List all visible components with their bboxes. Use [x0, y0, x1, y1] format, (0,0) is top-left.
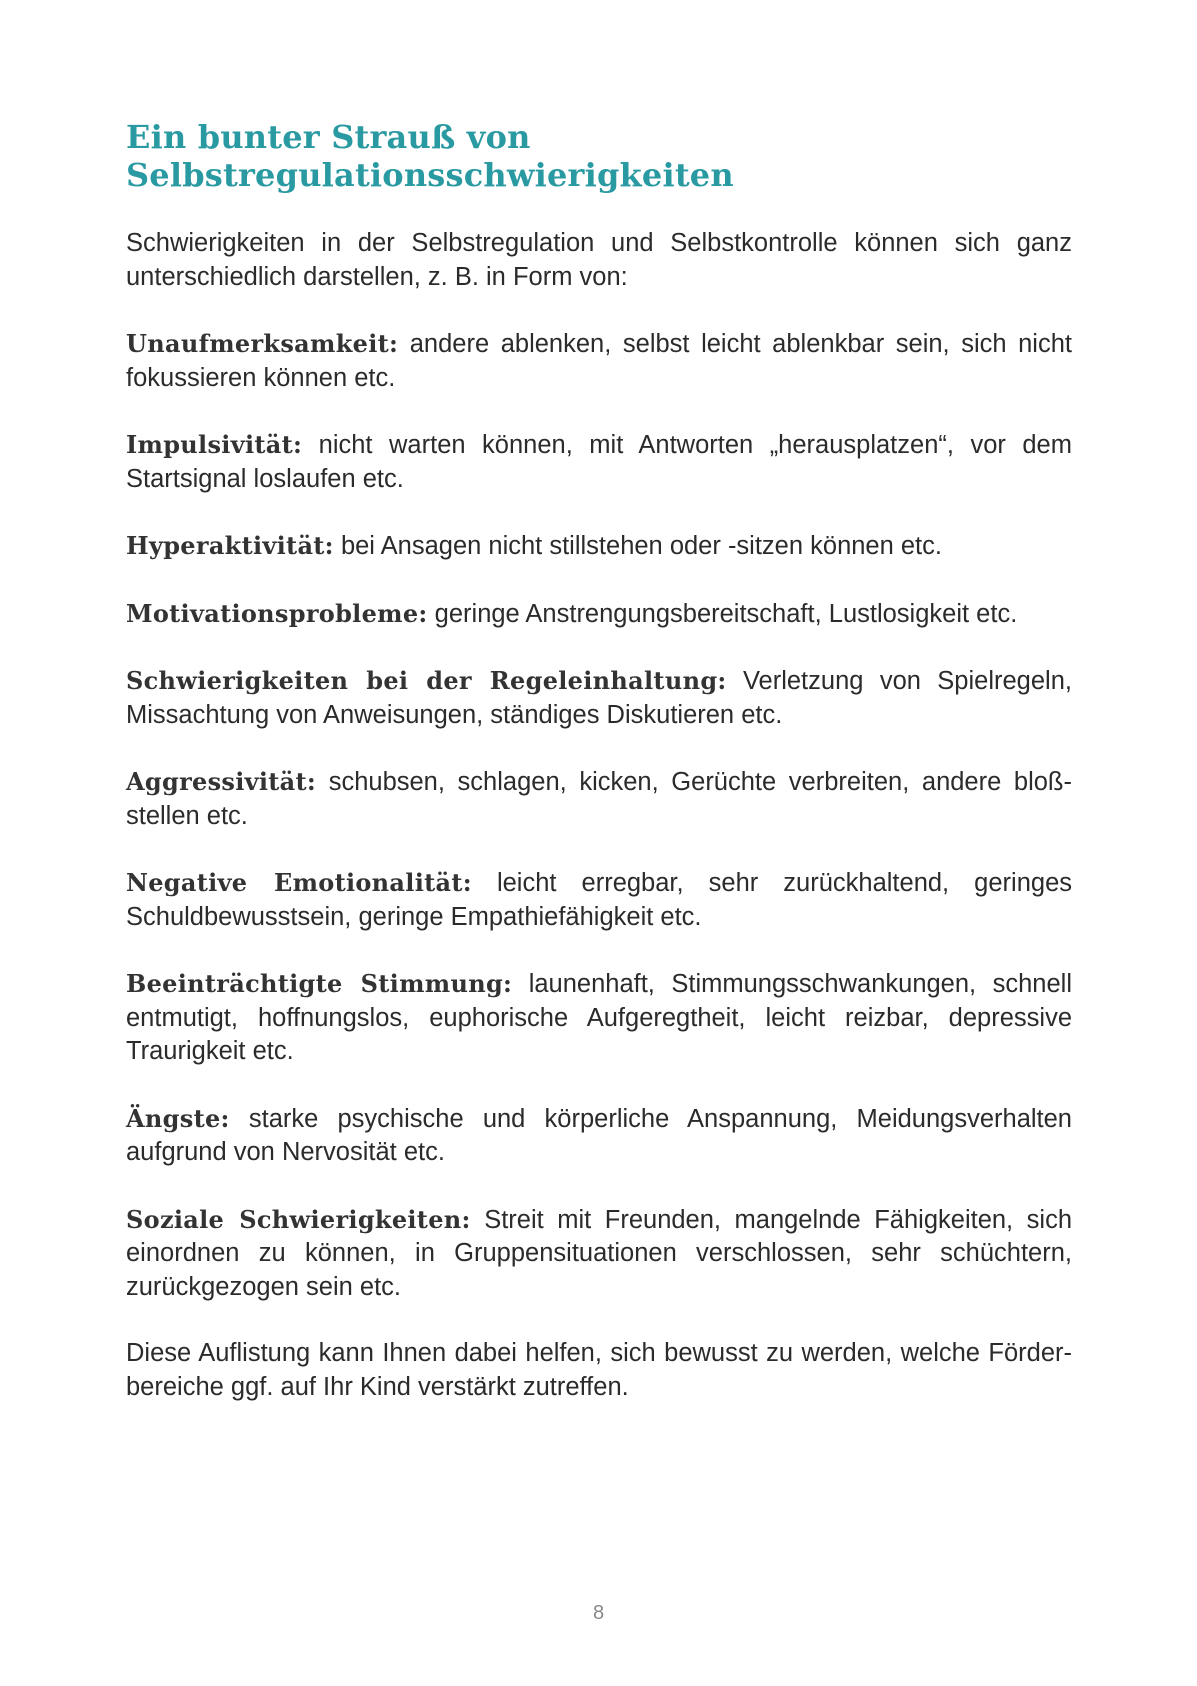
item-term: Aggressivität: [126, 767, 317, 796]
page-title-line-1: Ein bunter Strauß von [126, 118, 531, 156]
item-description: andere ablenken, selbst leicht ablenkbar sein, sich nicht fokussieren können etc. [126, 330, 1072, 392]
item-term: Schwierigkeiten bei der Regeleinhaltung: [126, 666, 727, 695]
item-term: Unaufmerksamkeit: [126, 329, 399, 358]
item-description: leicht erregbar, sehr zurückhaltend, geringes Schuldbewusstsein, geringe Empathiefähigkeit etc. [126, 869, 1072, 931]
item-term: Soziale Schwierigkeiten: [126, 1204, 471, 1234]
list-item [126, 866, 1072, 934]
item-description: Streit mit Freunden, mangelnde Fähigkeiten, sich einordnen zu können, in Gruppensituationen verschlossen, sehr schüchtern, zurückgezogen sein etc. [126, 1205, 1073, 1301]
list-item [126, 428, 1072, 496]
item-description: geringe Anstrengungsbereitschaft, Lustlosigkeit etc. [434, 599, 1018, 628]
item-description: launenhaft, Stimmungsschwankungen, schnell entmutigt, hoffnungslos, euphorische Aufgeregtheit, leicht reizbar, depressive Traurigkeit etc. [126, 970, 1072, 1065]
list-item [126, 327, 1072, 395]
page-title-line-2: Selbstregulationsschwierigkeiten [126, 156, 734, 194]
item-term: Negative Emotionalität: [126, 868, 472, 897]
item-term: Hyperaktivität: [126, 531, 334, 560]
item-term: Motivationsprobleme: [126, 598, 428, 628]
item-description: nicht warten können, mit Antworten „herausplatzen“, vor dem Startsignal loslaufen etc. [126, 431, 1072, 493]
item-term: Impulsivität: [126, 430, 303, 459]
list-item [126, 597, 1072, 632]
page-title [126, 118, 1072, 194]
item-description: schubsen, schlagen, kicken, Gerüchte verbreiten, andere bloß-stellen etc. [126, 768, 1072, 830]
item-description: starke psychische und körperliche Anspannung, Meidungsverhalten aufgrund von Nervosität etc. [126, 1104, 1072, 1166]
page-number: 8 [592, 1602, 605, 1624]
intro-paragraph: Schwierigkeiten in der Selbstregulation und Selbstkontrolle können sich ganz unterschiedlich darstellen, z. B. in Form von: [126, 229, 1072, 291]
list-item [126, 967, 1072, 1069]
page-content [126, 118, 1072, 1404]
closing-paragraph: Diese Auflistung kann Ihnen dabei helfen, sich bewusst zu werden, welche Förder-bereiche ggf. auf Ihr Kind verstärkt zutreffen. [126, 1339, 1072, 1401]
list-item [126, 529, 1072, 564]
list-item [126, 664, 1072, 732]
item-description: Verletzung von Spielregeln, Missachtung von Anweisungen, ständiges Diskutieren etc. [126, 667, 1072, 729]
list-item [126, 1102, 1072, 1170]
list-item [126, 1203, 1072, 1305]
item-term: Ängste: [126, 1103, 230, 1133]
item-term: Beeinträchtigte Stimmung: [126, 969, 513, 998]
list-item [126, 765, 1072, 833]
item-description: bei Ansagen nicht stillstehen oder -sitzen können etc. [340, 532, 942, 560]
